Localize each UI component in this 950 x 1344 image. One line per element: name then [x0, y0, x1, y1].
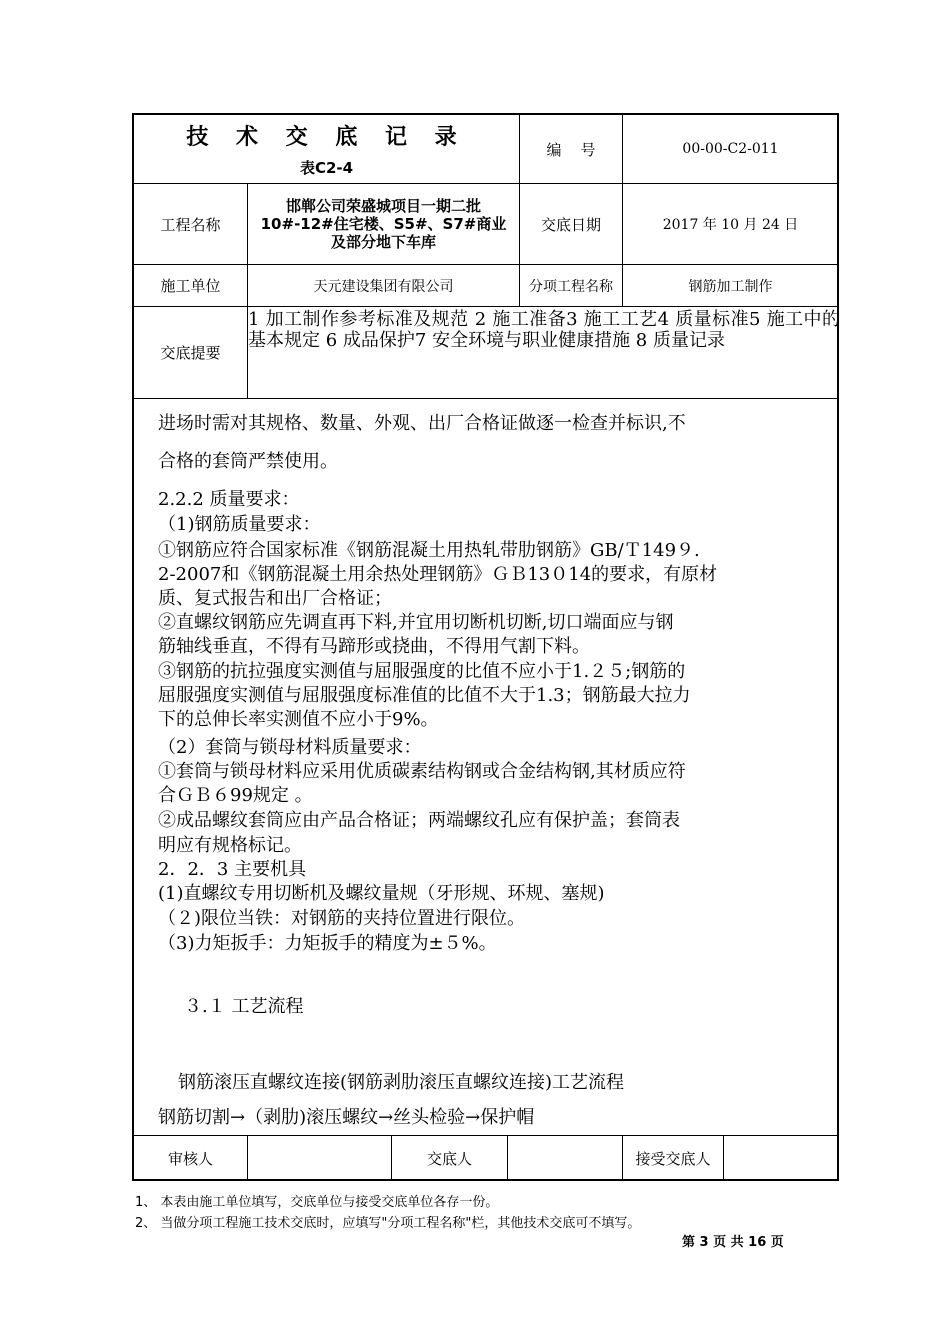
- content-line: （2）套筒与锁母材料质量要求：: [158, 737, 422, 758]
- content-line: 屈服强度实测值与屈服强度标准值的比值不大于1.3；钢筋最大拉力: [158, 685, 691, 706]
- content-line: 钢筋切割→（剥肋)滚压螺纹→丝头检验→保护帽: [158, 1107, 535, 1128]
- content-line: ①钢筋应符合国家标准《钢筋混凝土用热轧带肋钢筋》GB/Ｔ149９.: [158, 540, 700, 561]
- subitem-label: 分项工程名称: [529, 278, 613, 295]
- receiver-signature-field[interactable]: [724, 1136, 838, 1180]
- content-line: 筋轴线垂直，不得有马蹄形或挠曲，不得用气割下料。: [158, 636, 590, 657]
- content-line: ②成品螺纹套筒应由产品合格证；两端螺纹孔应有保护盖；套筒表: [158, 810, 680, 831]
- content-line: 2．2．3 主要机具: [158, 859, 307, 880]
- receiver-label: 接受交底人: [635, 1149, 711, 1168]
- contractor-value: 天元建设集团有限公司: [313, 278, 454, 295]
- content-line: （3)力矩扳手：力矩扳手的精度为±５%。: [158, 933, 497, 954]
- content-line: 合ＧＢ６99规定 。: [158, 785, 313, 806]
- content-line: 下的总伸长率实测值不应小于9%。: [158, 709, 439, 730]
- footnote-1: 1、 本表由施工单位填写，交底单位与接受交底单位各存一份。: [135, 1195, 499, 1210]
- project-name-value: [248, 184, 519, 264]
- discloser-signature-field[interactable]: [508, 1136, 622, 1180]
- footnote-2: 2、 当做分项工程施工技术交底时，应填写"分项工程名称"栏，其他技术交底可不填写。: [135, 1216, 641, 1231]
- date-label: 交底日期: [540, 215, 601, 234]
- row-divider-4: [132, 398, 839, 399]
- page-number: 第 3 页 共 16 页: [682, 1235, 784, 1250]
- discloser-label: 交底人: [426, 1149, 472, 1168]
- content-line: 明应有规格标记。: [158, 835, 302, 856]
- number-label: 编 号: [546, 140, 596, 159]
- content-line: （1)钢筋质量要求：: [158, 514, 321, 535]
- project-name-line-2: 10#-12#住宅楼、S5#、S7#商业: [260, 215, 507, 233]
- content-line: (1)直螺纹专用切断机及螺纹量规（牙形规、环规、塞规): [158, 883, 605, 904]
- summary-text: 1 加工制作参考标准及规范 2 施工准备3 施工工艺4 质量标准5 施工中的基本规定 6 成品保护7 安全环境与职业健康措施 8 质量记录: [248, 309, 840, 351]
- content-line: ①套筒与锁母材料应采用优质碳素结构钢或合金结构钢,其材质应符: [158, 761, 686, 782]
- content-line: 2.2.2 质量要求：: [158, 489, 300, 510]
- content-line: ②直螺纹钢筋应先调直再下料,并宜用切断机切断,切口端面应与钢: [158, 612, 674, 633]
- content-line: （２)限位当铁：对钢筋的夹持位置进行限位。: [158, 908, 526, 929]
- summary-label: 交底提要: [160, 344, 221, 362]
- form-number: 表C2-4: [299, 159, 354, 177]
- content-line: ③钢筋的抗拉强度实测值与屈服强度的比值不应小于1.２５;钢筋的: [158, 661, 686, 682]
- contractor-label: 施工单位: [160, 277, 221, 295]
- section-heading: ３.１ 工艺流程: [184, 996, 304, 1017]
- content-line: 钢筋滚压直螺纹连接(钢筋剥肋滚压直螺纹连接)工艺流程: [178, 1072, 625, 1093]
- project-name-line-3: 及部分地下车库: [330, 233, 436, 251]
- content-line: 2-2007和《钢筋混凝土用余热处理钢筋》ＧＢ13０14的要求，有原材: [158, 564, 718, 585]
- number-value: 00-00-C2-011: [682, 141, 779, 157]
- title-cell: [134, 115, 519, 183]
- document-title: 技 术 交 底 记 录: [186, 125, 467, 150]
- content-line: 进场时需对其规格、数量、外观、出厂合格证做逐一检查并标识,不: [158, 413, 686, 434]
- date-value: 2017 年 10 月 24 日: [662, 217, 799, 233]
- reviewer-label: 审核人: [167, 1149, 213, 1168]
- project-name-line-1: 邯郸公司荣盛城项目一期二批: [285, 197, 481, 215]
- content-line: 质、复式报告和出厂合格证；: [158, 588, 392, 609]
- content-line: 合格的套筒严禁使用。: [158, 451, 338, 472]
- project-name-label: 工程名称: [160, 215, 221, 234]
- subitem-value: 钢筋加工制作: [688, 278, 773, 295]
- reviewer-signature-field[interactable]: [248, 1136, 391, 1180]
